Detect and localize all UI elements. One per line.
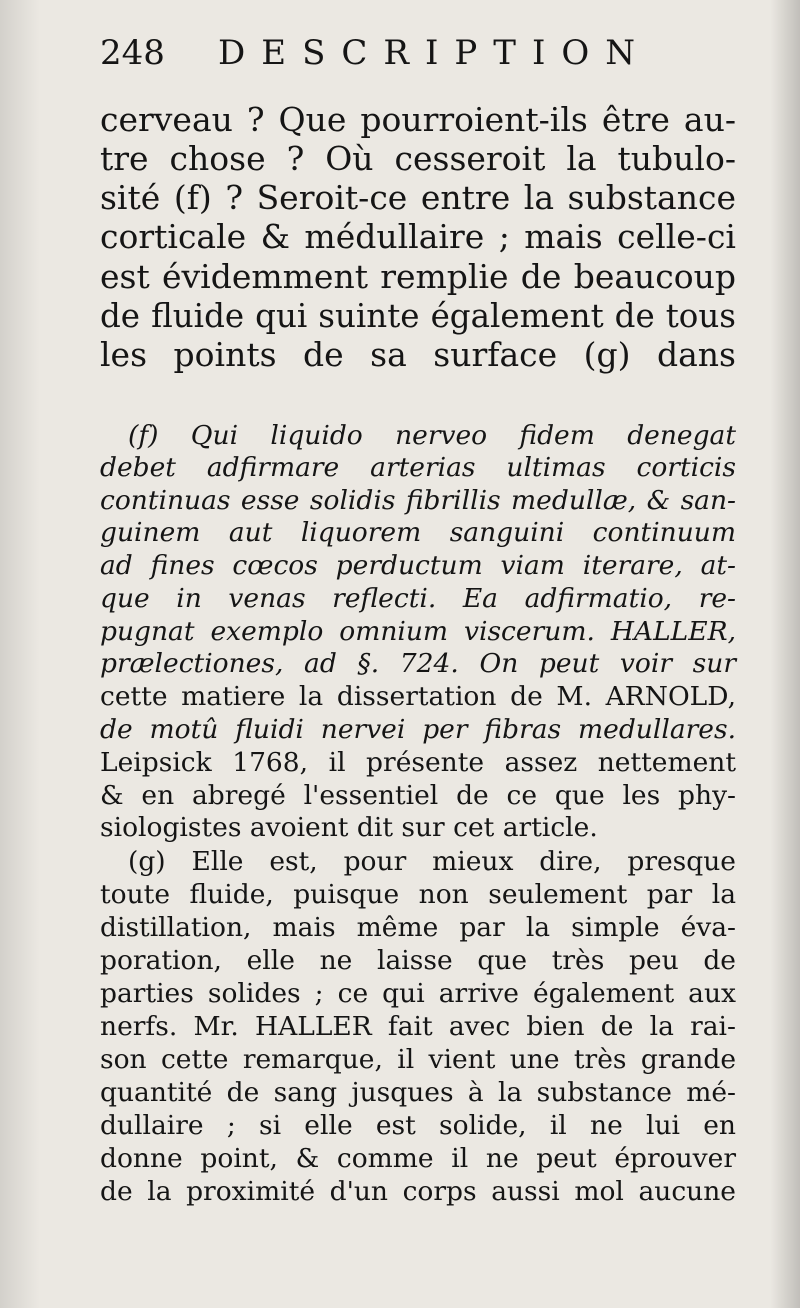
main-text-line: les points de sa surface (g) dans [100,335,736,374]
main-text-line: est évidemment remplie de beaucoup [100,257,736,296]
footnote-line: (f) Qui liquido nerveo fidem denegat [128,420,736,451]
footnote-line: distillation, mais même par la simple éva- [100,912,736,943]
main-text-line: sité (f) ? Seroit-ce entre la substance [100,178,736,217]
footnote-line: que in venas reflecti. Ea adfirmatio, re- [100,583,736,614]
footnote-line: donne point, & comme il ne peut éprouver [100,1143,736,1174]
footnote-line: Leipsick 1768, il présente assez nettement [100,747,736,778]
footnote-line: son cette remarque, il vient une très grande [100,1044,736,1075]
footnote-line: de la proximité d'un corps aussi mol aucune [100,1176,736,1207]
main-text-line: de fluide qui suinte également de tous [100,297,736,335]
footnote-line: ad fines cœcos perductum viam iterare, at- [100,550,736,581]
footnote-line: parties solides ; ce qui arrive également aux [100,978,736,1009]
page-header [100,28,740,78]
footnote-line: poration, elle ne laisse que très peu de [100,945,736,976]
page-number: 248 [100,33,165,73]
footnote-line: debet adfirmare arterias ultimas corticis [100,452,736,483]
footnote-line: cette matiere la dissertation de M. ARNOLD, [100,681,736,712]
footnote-line: & en abregé l'essentiel de ce que les phy- [100,780,736,811]
main-text-line: cerveau ? Que pourroient-ils être au- [100,100,736,139]
footnote-line: siologistes avoient dit sur cet article. [100,812,598,843]
footnote-line: nerfs. Mr. HALLER fait avec bien de la rai- [100,1011,736,1042]
footnote-line: quantité de sang jusques à la substance mé- [100,1077,736,1108]
running-title: DESCRIPTION [218,33,652,73]
footnote-line: dullaire ; si elle est solide, il ne lui en [100,1110,736,1141]
footnote-line: prælectiones, ad §. 724. On peut voir sur [100,648,736,679]
main-text-line: tre chose ? Où cesseroit la tubulo- [100,139,736,178]
main-text-line: corticale & médullaire ; mais celle-ci [100,217,736,256]
footnote-line: (g) Elle est, pour mieux dire, presque [128,846,736,877]
footnote-line: de motû fluidi nervei per fibras medullares. [100,714,736,745]
footnote-line: toute fluide, puisque non seulement par la [100,879,736,910]
footnote-line: continuas esse solidis fibrillis medullæ, & san- [100,485,736,516]
footnote-line: guinem aut liquorem sanguini continuum [100,517,736,548]
footnote-line: pugnat exemplo omnium viscerum. HALLER, [100,616,736,647]
